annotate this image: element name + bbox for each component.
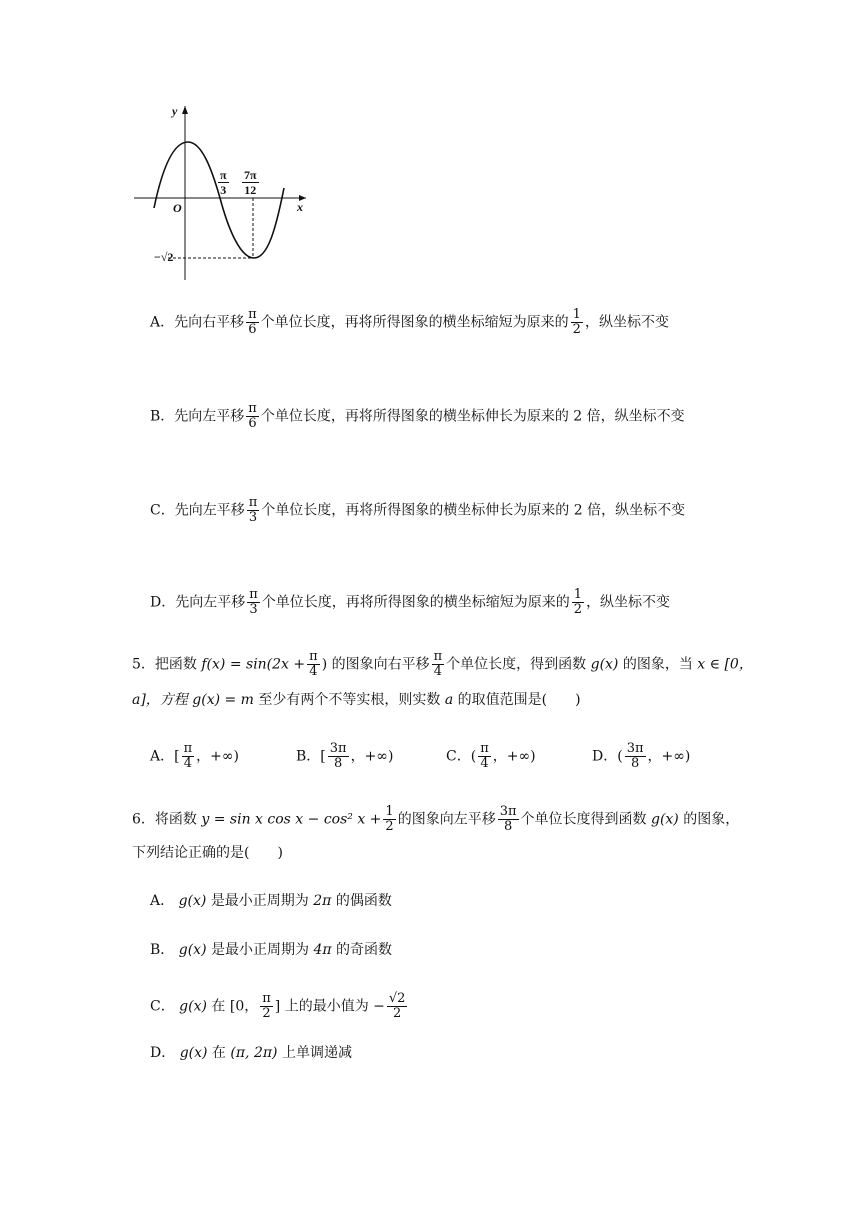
- q5-stem-line2: a]，方程 g(x) = m 至少有两个不等实根，则实数 a 的取值范围是( ): [132, 692, 581, 708]
- q5-option-d[interactable]: D．( $\frac{3\pi}{8}$ ，+∞): [592, 741, 691, 771]
- q4-option-a[interactable]: A．先向右平移 $\frac{\pi}{6}$ 个单位长度，再将所得图象的横坐标缩短为原来的 $\frac{1}{2}$ ，纵坐标不变: [150, 307, 669, 337]
- q5-stem-line1: 5．把函数 f(x) = sin(2x + $\frac{\pi}{4}$ ) 的图象向右平移 $\frac{\pi}{4}$ 个单位长度，得到函数 g(x) 的图象，当 x ∈ [0，: [132, 649, 753, 679]
- q6-option-b[interactable]: B． g(x) 是最小正周期为 4π 的奇函数: [150, 942, 392, 958]
- x-axis-label: x: [297, 200, 303, 214]
- tick-7pi-over-12: $\frac{7\pi}{12}$: [244, 168, 257, 197]
- y-axis-label: y: [172, 104, 178, 118]
- q6-stem-line2: 下列结论正确的是( ): [132, 845, 283, 861]
- tick-pi-over-3: $\frac{\pi}{3}$: [220, 168, 227, 197]
- q5-option-a[interactable]: A．[ $\frac{\pi}{4}$ ，+∞): [150, 741, 239, 771]
- q6-option-a[interactable]: A． g(x) 是最小正周期为 2π 的偶函数: [150, 893, 392, 909]
- q5-option-b[interactable]: B．[ $\frac{3\pi}{8}$ ，+∞): [296, 741, 394, 771]
- q4-option-d[interactable]: D．先向左平移 $\frac{\pi}{3}$ 个单位长度，再将所得图象的横坐标缩短为原来的 $\frac{1}{2}$ ，纵坐标不变: [150, 587, 671, 617]
- q5-option-c[interactable]: C．( $\frac{\pi}{4}$ ，+∞): [446, 741, 536, 771]
- q6-option-d[interactable]: D． g(x) 在 (π, 2π) 上单调递减: [150, 1045, 352, 1061]
- min-value-label: −√2: [154, 250, 174, 264]
- q6-option-c[interactable]: C． g(x) 在 [0， $\frac{\pi}{2}$ ] 上的最小值为 − $\frac{√2}{2}$: [150, 991, 406, 1021]
- q4-option-c[interactable]: C．先向左平移 $\frac{\pi}{3}$ 个单位长度，再将所得图象的横坐标伸长为原来的 2 倍，纵坐标不变: [150, 495, 686, 525]
- q4-option-b[interactable]: B．先向左平移 $\frac{\pi}{6}$ 个单位长度，再将所得图象的横坐标伸长为原来的 2 倍，纵坐标不变: [150, 401, 685, 431]
- origin-label: O: [173, 201, 182, 215]
- q6-stem-line1: 6．将函数 y = sin x cos x − cos² x + $\frac{1}{2}$ 的图象向左平移 $\frac{3\pi}{8}$ 个单位长度得到函数 g(x) 的图象，: [132, 804, 740, 834]
